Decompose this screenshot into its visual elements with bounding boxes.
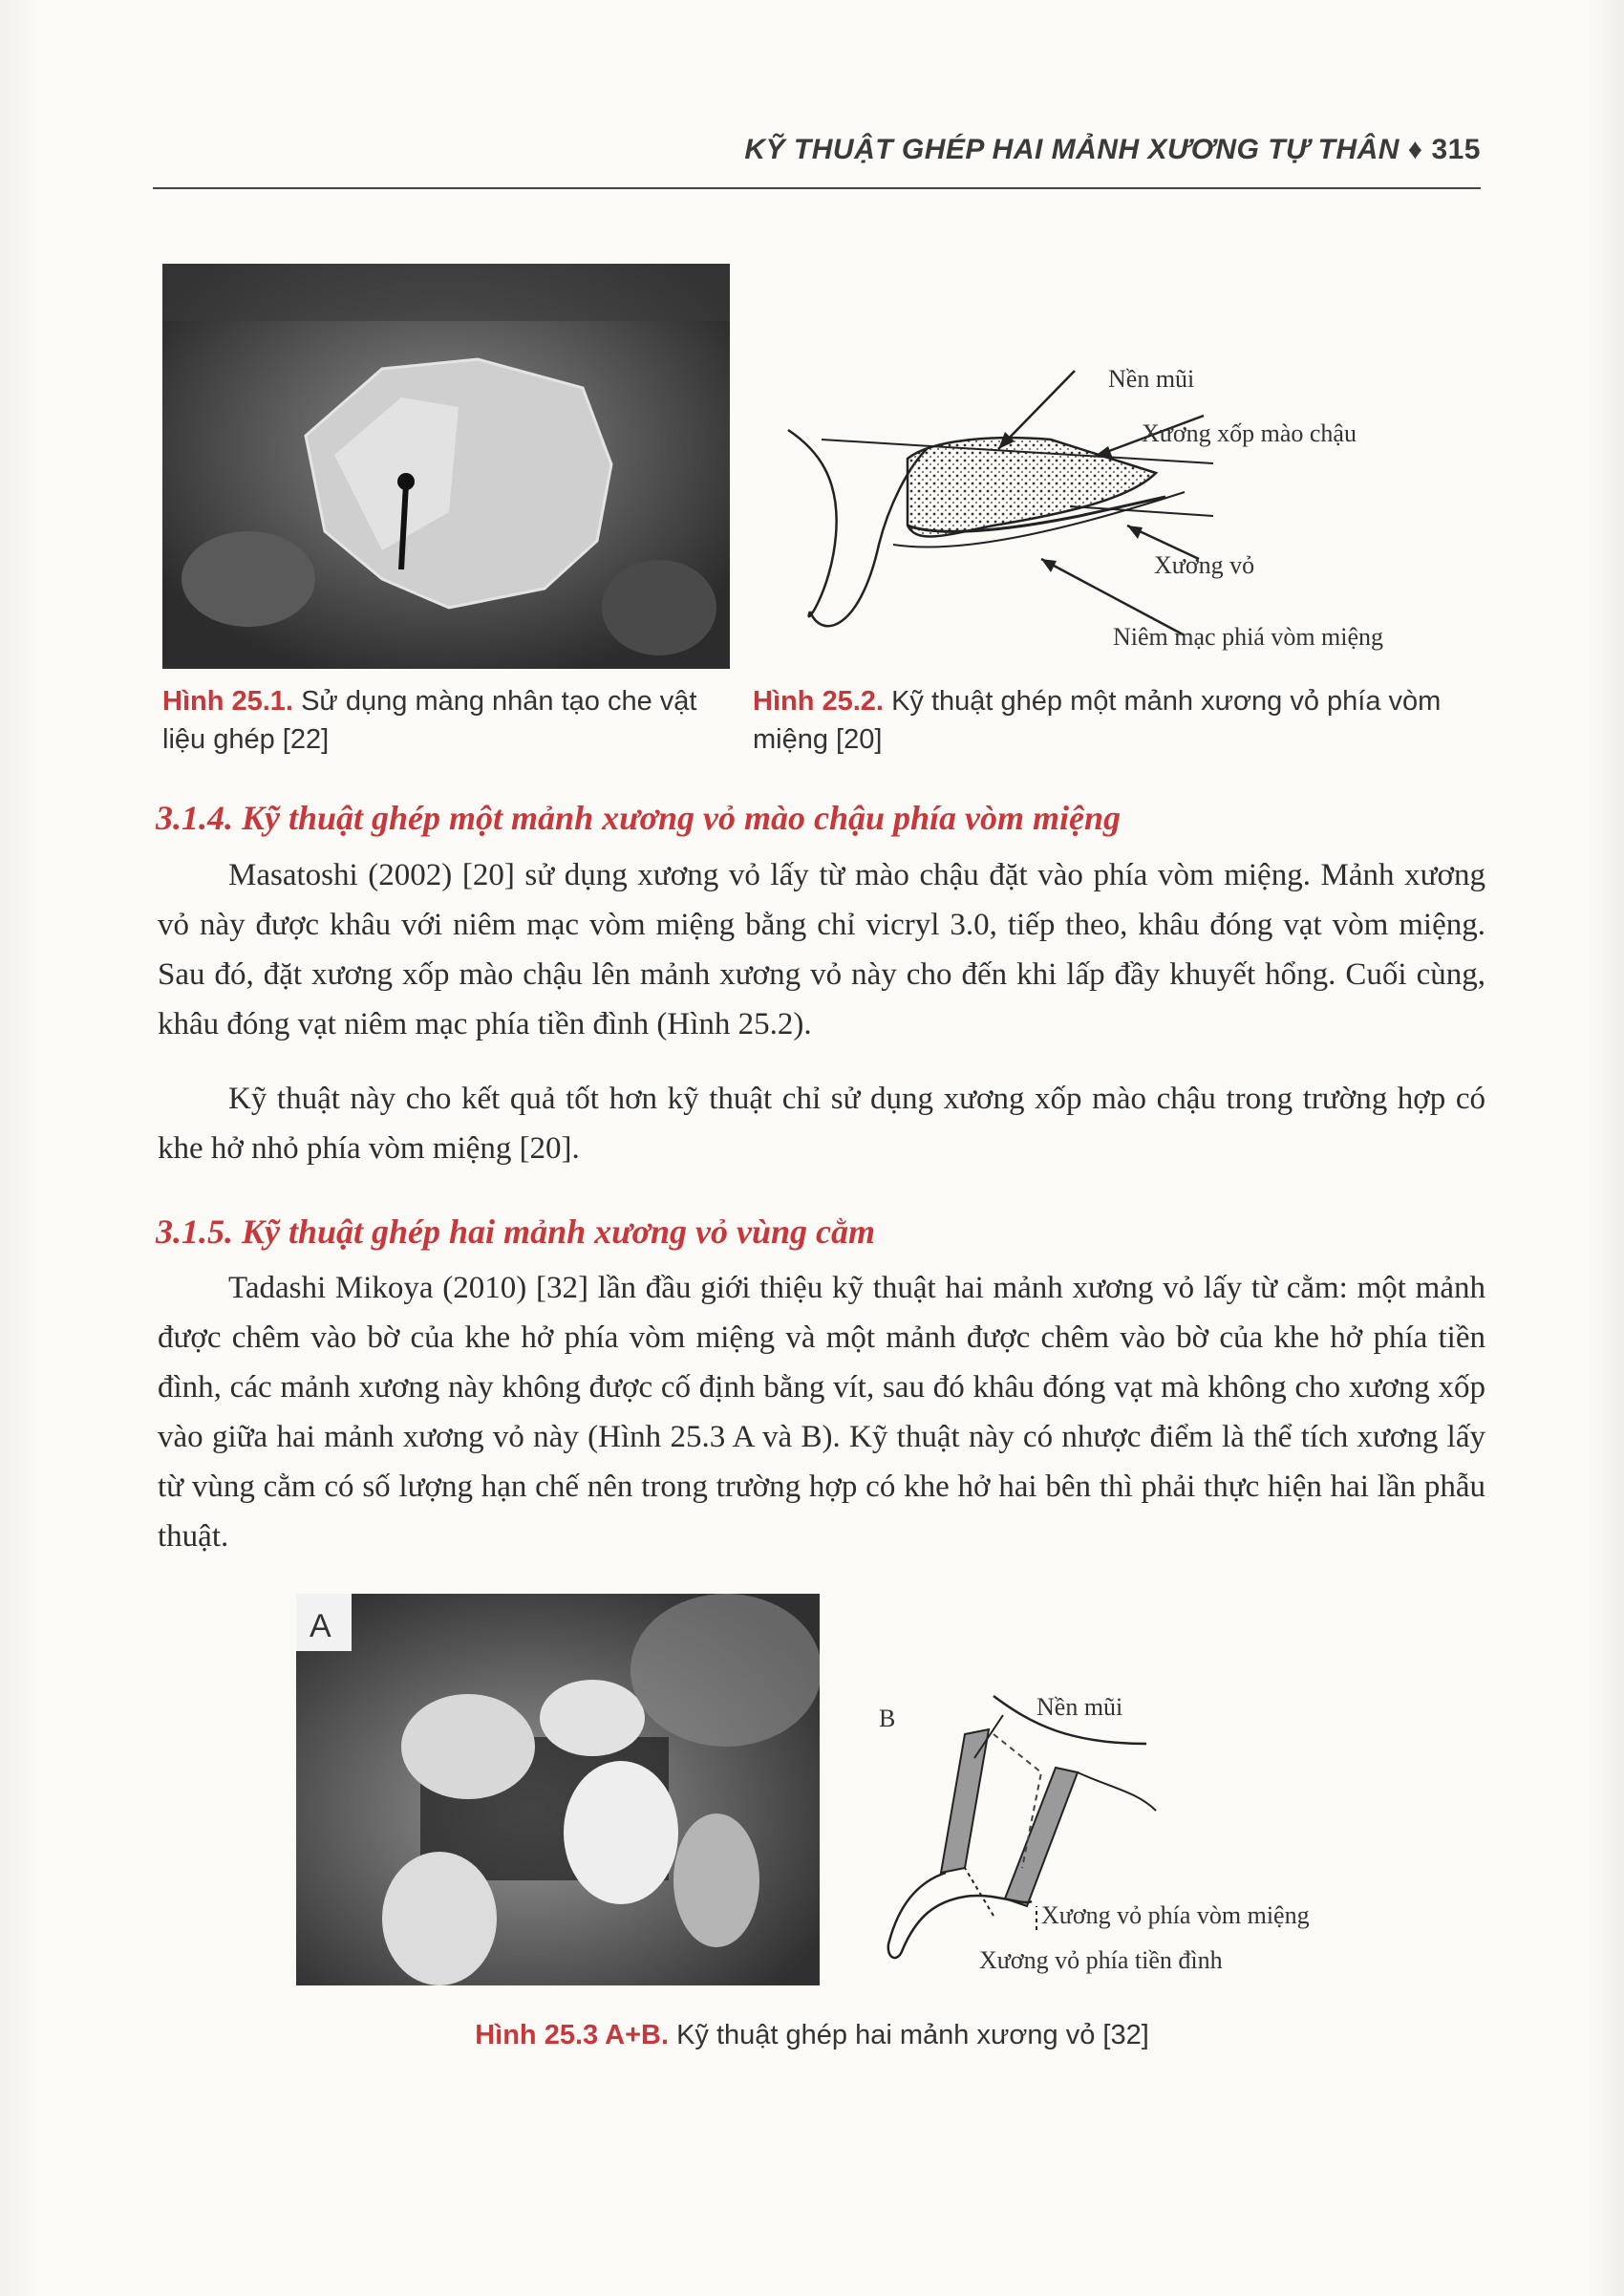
header-rule <box>153 187 1481 189</box>
section-3-1-5-title: 3.1.5. Kỹ thuật ghép hai mảnh xương vỏ vùng cằm <box>156 1212 875 1251</box>
figure-25-2-diagram <box>764 344 1452 669</box>
label-palatal-mucosa: Niêm mạc phiá vòm miệng <box>1113 623 1384 651</box>
figure-25-3-panel-b-label: B <box>879 1705 896 1732</box>
figure-25-3-text: Kỹ thuật ghép hai mảnh xương vỏ [32] <box>676 2020 1149 2050</box>
figure-25-2-label: Hình 25.2. <box>753 686 884 717</box>
figure-25-3-a-photo <box>296 1594 820 1985</box>
section-3-1-4-para-1: Masatoshi (2002) [20] sử dụng xương vỏ lấy từ mào chậu đặt vào phía vòm miệng. Mảnh xương vỏ này được khâu với niêm mạc vòm miệng bằng chỉ vicryl 3.0, tiếp theo, khâu đóng vạt vòm miệng. Sau đó, đặt xương xốp mào chậu lên mảnh xương vỏ này cho đến khi lấp đầy khuyết hổng. Cuối cùng, khâu đóng vạt niêm mạc phía tiền đình (Hình 25.2). <box>158 858 1485 1041</box>
figure-25-3-caption <box>0 2016 1624 2054</box>
label-palatal-cortical: Xương vỏ phía vòm miệng <box>1041 1901 1310 1929</box>
figure-25-2-caption <box>753 682 1479 759</box>
running-header <box>153 134 1481 166</box>
label-iliac-cancellous: Xương xốp mào chậu <box>1142 419 1357 447</box>
figure-25-1-text: Sử dụng màng nhân tạo che vật liệu ghép [22] <box>162 686 697 755</box>
running-title: KỸ THUẬT GHÉP HAI MẢNH XƯƠNG TỰ THÂN <box>744 134 1400 165</box>
figure-25-1-caption <box>162 682 736 759</box>
section-3-1-4-title: 3.1.4. Kỹ thuật ghép một mảnh xương vỏ mào chậu phía vòm miệng <box>156 799 1122 837</box>
figure-25-1-label: Hình 25.1. <box>162 686 293 717</box>
section-3-1-5-para-1: Tadashi Mikoya (2010) [32] lần đầu giới thiệu kỹ thuật hai mảnh xương vỏ lấy từ cằm: một mảnh được chêm vào bờ của khe hở phía vòm miệng và một mảnh được chêm vào bờ của khe hở phía tiền đình, các mảnh xương này không được cố định bằng vít, sau đó khâu đóng vạt mà không cho xương xốp vào giữa hai mảnh xương vỏ này (Hình 25.3 A và B). Kỹ thuật này có nhược điểm là thể tích xương lấy từ vùng cằm có số lượng hạn chế nên trong trường hợp có khe hở hai bên thì phải thực hiện hai lần phẫu thuật. <box>158 1271 1485 1554</box>
figure-25-3-b-diagram <box>860 1677 1395 1983</box>
figure-25-3-label: Hình 25.3 A+B. <box>475 2020 670 2050</box>
label-nasal-floor: Nền mũi <box>1108 365 1195 393</box>
separator-glyph: ♦ <box>1407 134 1423 165</box>
figure-25-2-text: Kỹ thuật ghép một mảnh xương vỏ phía vòm miệng [20] <box>753 686 1442 755</box>
section-3-1-4-para-2: Kỹ thuật này cho kết quả tốt hơn kỹ thuật chỉ sử dụng xương xốp mào chậu trong trường hợp có khe hở nhỏ phía vòm miệng [20]. <box>158 1082 1485 1166</box>
label-b-nasal-floor: Nền mũi <box>1036 1693 1123 1721</box>
page-number: 315 <box>1431 134 1481 165</box>
label-vestibular-cortical: Xương vỏ phía tiền đình <box>979 1946 1223 1974</box>
figure-25-3-panel-a-label: A <box>310 1608 331 1644</box>
label-cortical: Xương vỏ <box>1154 551 1255 579</box>
figure-25-1-photo <box>162 264 730 669</box>
